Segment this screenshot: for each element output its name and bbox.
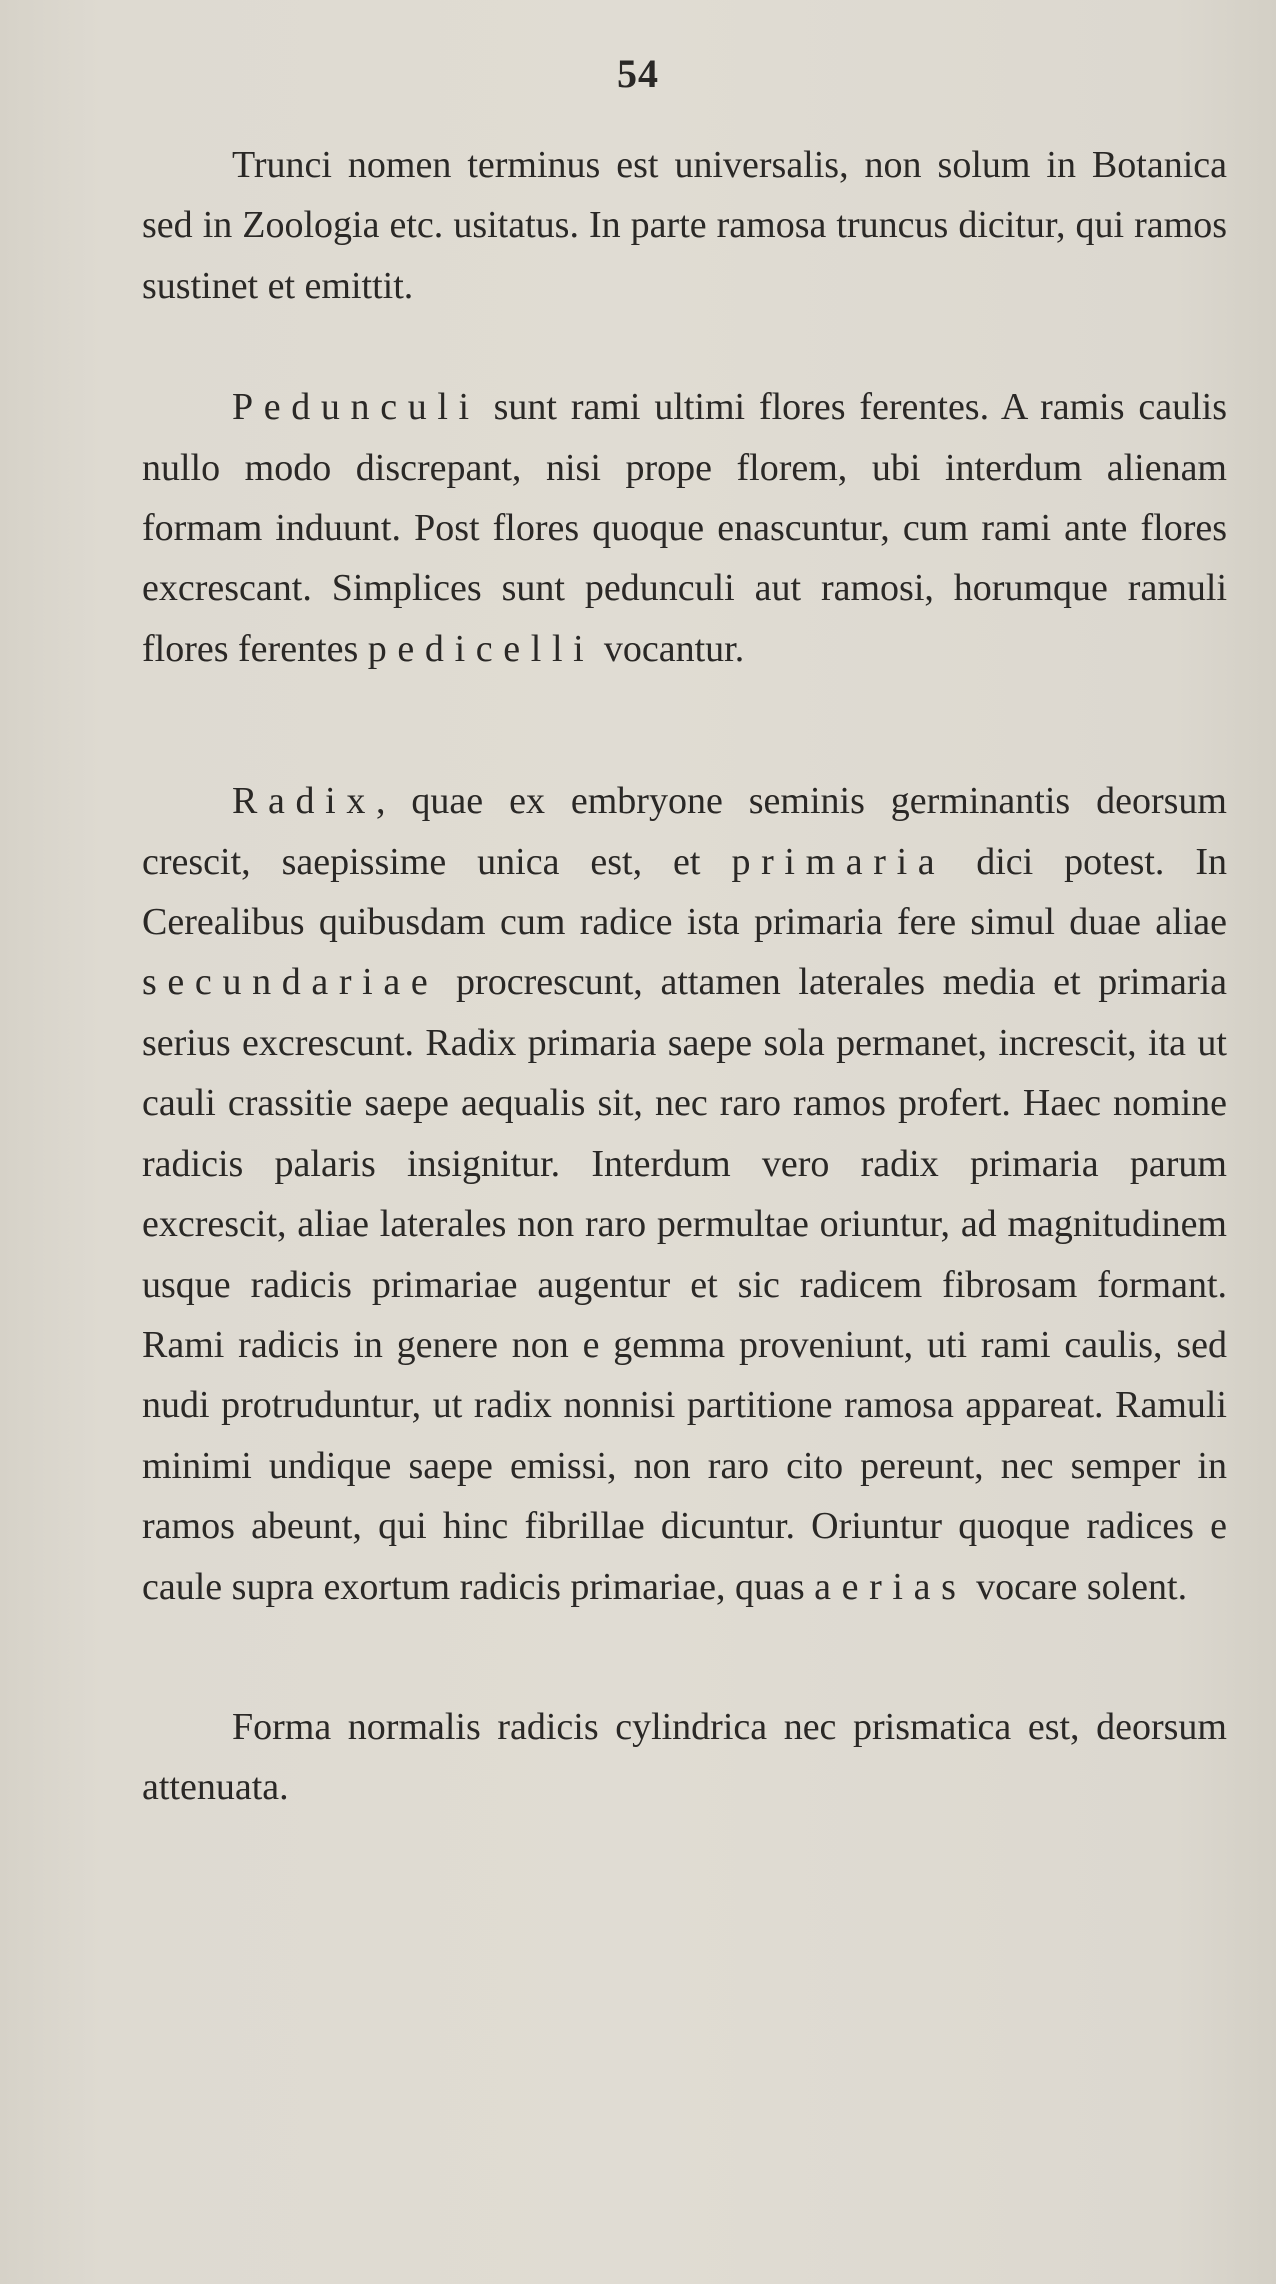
paragraph-text: Trunci nomen terminus est universalis, non solum in Botanica sed in Zoologia etc. usitatus. In parte ramosa truncus dicitur, qui ramos sustinet et emittit.: [142, 144, 1227, 307]
paragraph-text: procrescunt, attamen laterales media et primaria serius excrescunt. Radix primaria saepe sola permanet, increscit, ita ut cauli crassitie saepe aequalis sit, nec raro ramos profert. Haec nomine radicis palaris insignitur. Interdum vero radix primaria parum excrescit, aliae laterales non raro permultae oriuntur, ad magnitudinem usque radicis primariae augentur et sic radicem fibrosam formant. Rami radicis in genere non e gemma proveniunt, uti rami caulis, sed nudi protruduntur, ut radix nonnisi partitione ramosa appareat. Ramuli minimi undique saepe emissi, non raro cito pereunt, nec semper in ramos abeunt, qui hinc fibrillae dicuntur. Oriuntur quoque radices e caule supra exortum radicis primariae, quas: [142, 961, 1227, 1608]
page-number: 54: [617, 51, 659, 96]
term-primaria: primaria: [731, 840, 946, 883]
paragraph-forma: [142, 1697, 1227, 1818]
paragraph-text: vocare solent.: [966, 1565, 1188, 1608]
paragraph-radix: [142, 771, 1227, 1617]
paragraph-pedunculi: [142, 377, 1227, 679]
page-body: [142, 135, 1227, 1818]
term-aerias: aerias: [814, 1565, 967, 1608]
paragraph-truncus: [142, 135, 1227, 316]
paragraph-text: vocantur.: [594, 627, 745, 670]
term-pedicelli: pedicelli: [367, 627, 595, 670]
paragraph-text: , quae ex embryone seminis germinantis deorsum crescit, saepissime unica est, et: [142, 780, 1227, 883]
paragraph-text: Forma normalis radicis cylindrica nec prismatica est, deorsum attenuata.: [142, 1705, 1227, 1809]
paragraph-text: dici potest. In Cerealibus quibusdam cum radice ista primaria fere simul duae aliae: [142, 840, 1228, 944]
paragraph-text: sunt rami ultimi flores ferentes. A ramis caulis nullo modo discrepant, nisi prope florem, ubi interdum alienam formam induunt. Post flores quoque enascuntur, cum rami ante flores excrescant. Simplices sunt pedunculi aut ramosi, horumque ramuli flores ferentes: [142, 386, 1227, 670]
term-pedunculi: Pedunculi: [232, 386, 480, 429]
term-radix: Radix: [232, 780, 376, 823]
term-secundariae: secundariae: [142, 961, 439, 1004]
